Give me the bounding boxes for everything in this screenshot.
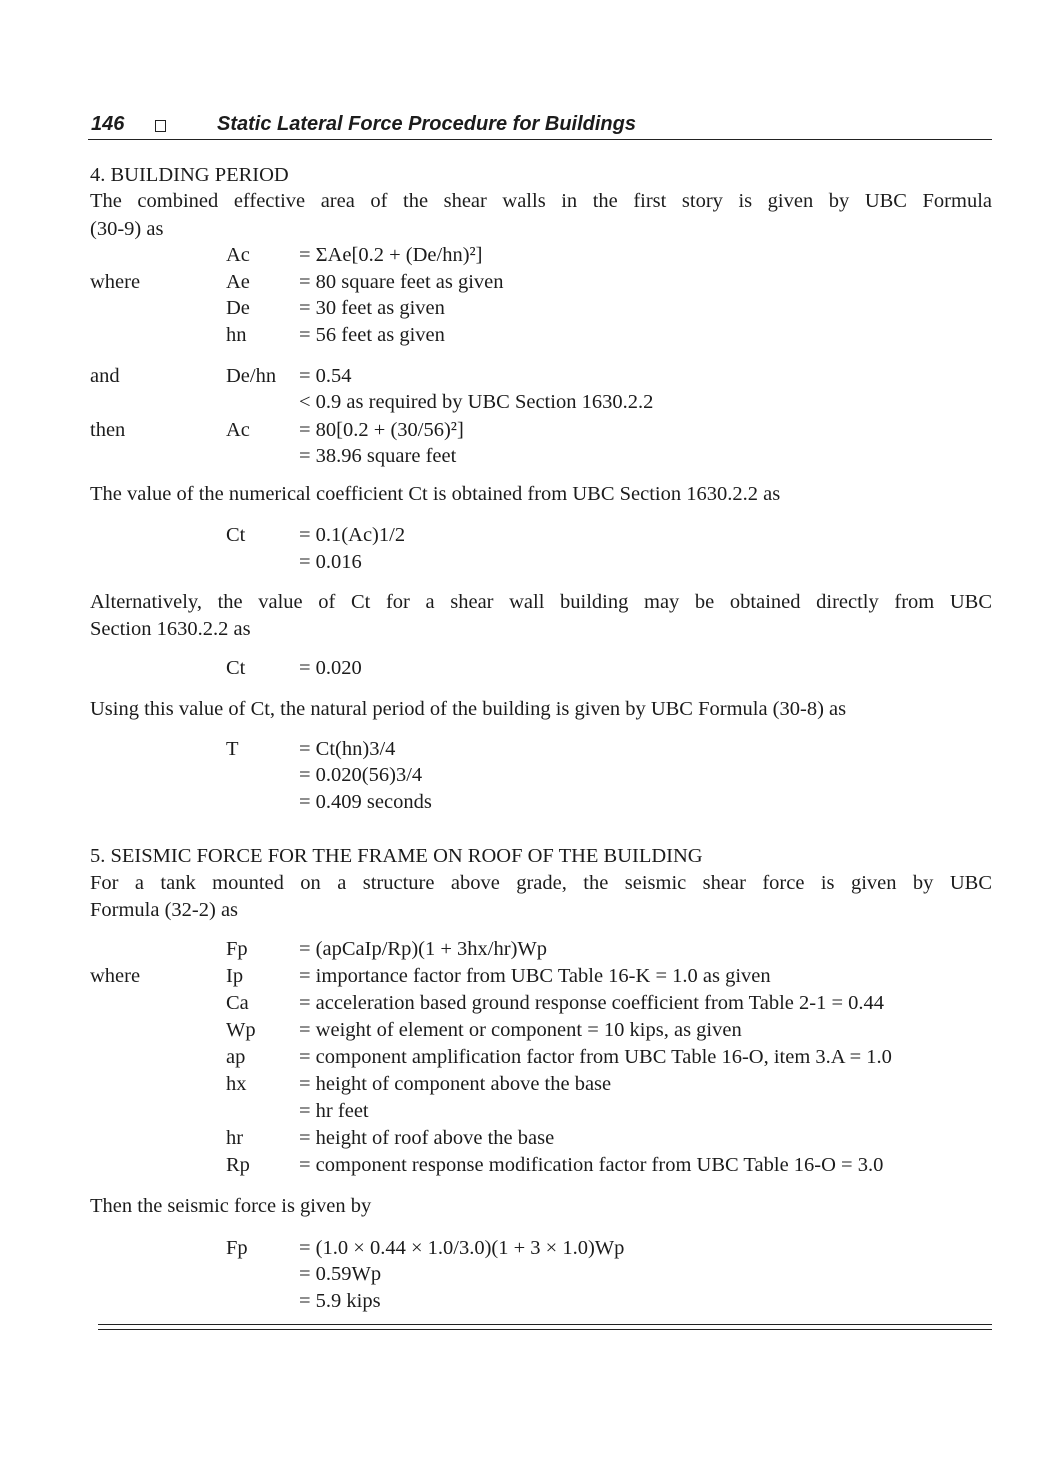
definition-symbol: hr	[226, 1127, 244, 1149]
equation-rhs: = 80[0.2 + (30/56)²]	[299, 419, 464, 441]
equation-continuation: < 0.9 as required by UBC Section 1630.2.2	[299, 391, 654, 413]
equation-symbol: Ac	[226, 419, 250, 441]
ct-intro-paragraph: The value of the numerical coefficient Ct is obtained from UBC Section 1630.2.2 as	[90, 483, 781, 505]
equation-rhs: = ΣAe[0.2 + (De/hn)²]	[299, 244, 483, 266]
definition-symbol: Ip	[226, 965, 244, 987]
square-box-icon	[155, 120, 166, 132]
definition-symbol: ap	[226, 1046, 246, 1068]
definition-text: = importance factor from UBC Table 16-K = 1.0 as given	[299, 965, 771, 987]
definition-text: = height of roof above the base	[299, 1127, 555, 1149]
equation-rhs: = (apCaIp/Rp)(1 + 3hx/hr)Wp	[299, 938, 547, 960]
equation-rhs: = 80 square feet as given	[299, 271, 504, 293]
equation-symbol: De/hn	[226, 365, 277, 387]
equation-continuation: = 0.016	[299, 551, 362, 573]
then-intro-paragraph: Then the seismic force is given by	[90, 1195, 372, 1217]
equation-symbol: Fp	[226, 1237, 248, 1259]
equation-symbol: Ct	[226, 657, 246, 679]
equation-symbol: De	[226, 297, 250, 319]
equation-continuation: = 0.409 seconds	[299, 791, 432, 813]
definition-text: = component amplification factor from UBC Table 16-O, item 3.A = 1.0	[299, 1046, 892, 1068]
equation-continuation: = 0.59Wp	[299, 1263, 382, 1285]
section-4-heading: 4. BUILDING PERIOD	[90, 164, 289, 186]
equation-rhs: = 30 feet as given	[299, 297, 445, 319]
equation-continuation: = 0.020(56)3/4	[299, 764, 423, 786]
equation-symbol: Ac	[226, 244, 250, 266]
definition-continuation: = hr feet	[299, 1100, 369, 1122]
section-4-intro-line-2: (30-9) as	[90, 218, 164, 240]
equation-continuation: = 5.9 kips	[299, 1290, 381, 1312]
then-label: then	[90, 419, 126, 441]
definition-symbol: Rp	[226, 1154, 250, 1176]
running-title: Static Lateral Force Procedure for Buildings	[217, 113, 636, 135]
period-intro-paragraph: Using this value of Ct, the natural period of the building is given by UBC Formula (30-8) as	[90, 698, 847, 720]
equation-rhs: = 56 feet as given	[299, 324, 445, 346]
section-5-heading: 5. SEISMIC FORCE FOR THE FRAME ON ROOF OF THE BUILDING	[90, 845, 703, 867]
definition-text: = height of component above the base	[299, 1073, 612, 1095]
equation-symbol: Ct	[226, 524, 246, 546]
definition-symbol: hx	[226, 1073, 247, 1095]
equation-continuation: = 38.96 square feet	[299, 445, 457, 467]
where-label: where	[90, 271, 141, 293]
page-number: 146	[91, 113, 125, 135]
section-end-rule-bottom	[98, 1329, 992, 1330]
equation-symbol: Fp	[226, 938, 248, 960]
equation-symbol: T	[226, 738, 239, 760]
where-label: where	[90, 965, 141, 987]
definition-text: = weight of element or component = 10 kips, as given	[299, 1019, 742, 1041]
equation-rhs: = Ct(hn)3/4	[299, 738, 396, 760]
definition-text: = acceleration based ground response coefficient from Table 2-1 = 0.44	[299, 992, 885, 1014]
section-5-intro-line-2: Formula (32-2) as	[90, 899, 239, 921]
alternative-paragraph-line-1: Alternatively, the value of Ct for a shear wall building may be obtained directly from UBC	[90, 591, 992, 613]
definition-symbol: Ca	[226, 992, 249, 1014]
equation-rhs: = (1.0 × 0.44 × 1.0/3.0)(1 + 3 × 1.0)Wp	[299, 1237, 625, 1259]
equation-symbol: Ae	[226, 271, 250, 293]
alternative-paragraph-line-2: Section 1630.2.2 as	[90, 618, 251, 640]
equation-rhs: = 0.020	[299, 657, 362, 679]
equation-rhs: = 0.54	[299, 365, 352, 387]
running-header	[88, 113, 992, 140]
definition-symbol: Wp	[226, 1019, 256, 1041]
and-label: and	[90, 365, 120, 387]
section-5-intro-line-1: For a tank mounted on a structure above grade, the seismic shear force is given by UBC	[90, 872, 992, 894]
section-end-rule-top	[98, 1324, 992, 1325]
definition-text: = component response modification factor from UBC Table 16-O = 3.0	[299, 1154, 884, 1176]
equation-rhs: = 0.1(Ac)1/2	[299, 524, 406, 546]
equation-symbol: hn	[226, 324, 247, 346]
section-4-intro-line-1: The combined effective area of the shear walls in the first story is given by UBC Formula	[90, 190, 992, 212]
